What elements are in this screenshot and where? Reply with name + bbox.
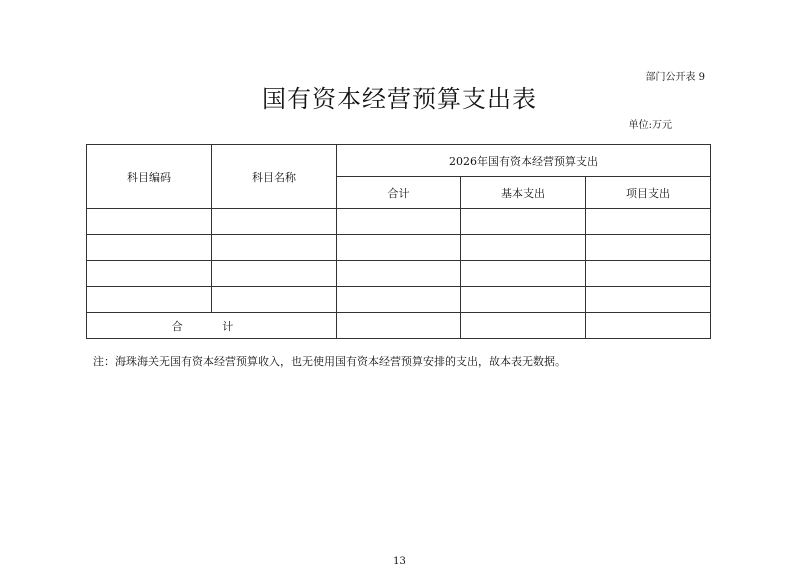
table-cell	[461, 209, 586, 235]
table-cell	[337, 313, 461, 339]
table-total-row	[87, 313, 711, 339]
table-cell	[87, 261, 212, 287]
table-row	[87, 261, 711, 287]
table-header-row	[87, 145, 711, 177]
table-row	[87, 235, 711, 261]
unit-label: 单位:万元	[628, 120, 672, 131]
table-cell	[586, 209, 711, 235]
table-cell	[461, 261, 586, 287]
header-subject-name: 科目名称	[212, 145, 337, 209]
table-cell	[87, 287, 212, 313]
form-number: 部门公开表 9	[645, 72, 705, 83]
table-cell	[337, 235, 461, 261]
header-total: 合计	[337, 177, 461, 209]
table-cell	[461, 313, 586, 339]
table-cell	[337, 209, 461, 235]
table-cell	[461, 287, 586, 313]
table-cell	[212, 261, 337, 287]
page-number: 13	[393, 556, 406, 567]
budget-table	[86, 144, 711, 339]
table-cell	[586, 261, 711, 287]
table-cell	[212, 287, 337, 313]
header-budget-expenditure-group: 2026年国有资本经营预算支出	[337, 145, 711, 177]
table-cell	[586, 235, 711, 261]
table-cell	[586, 287, 711, 313]
total-label: 合 计	[87, 313, 337, 339]
table-row	[87, 209, 711, 235]
table-cell	[212, 209, 337, 235]
table-row	[87, 287, 711, 313]
table-cell	[87, 235, 212, 261]
table-cell	[586, 313, 711, 339]
table-cell	[461, 235, 586, 261]
table-cell	[337, 261, 461, 287]
page-title: 国有资本经营预算支出表	[262, 85, 537, 113]
header-subject-code: 科目编码	[87, 145, 212, 209]
table-cell	[337, 287, 461, 313]
footnote: 注：海珠海关无国有资本经营预算收入，也无使用国有资本经营预算安排的支出，故本表无数据。	[93, 355, 566, 368]
header-basic-expenditure: 基本支出	[461, 177, 586, 209]
table-cell	[212, 235, 337, 261]
table-cell	[87, 209, 212, 235]
header-project-expenditure: 项目支出	[586, 177, 711, 209]
